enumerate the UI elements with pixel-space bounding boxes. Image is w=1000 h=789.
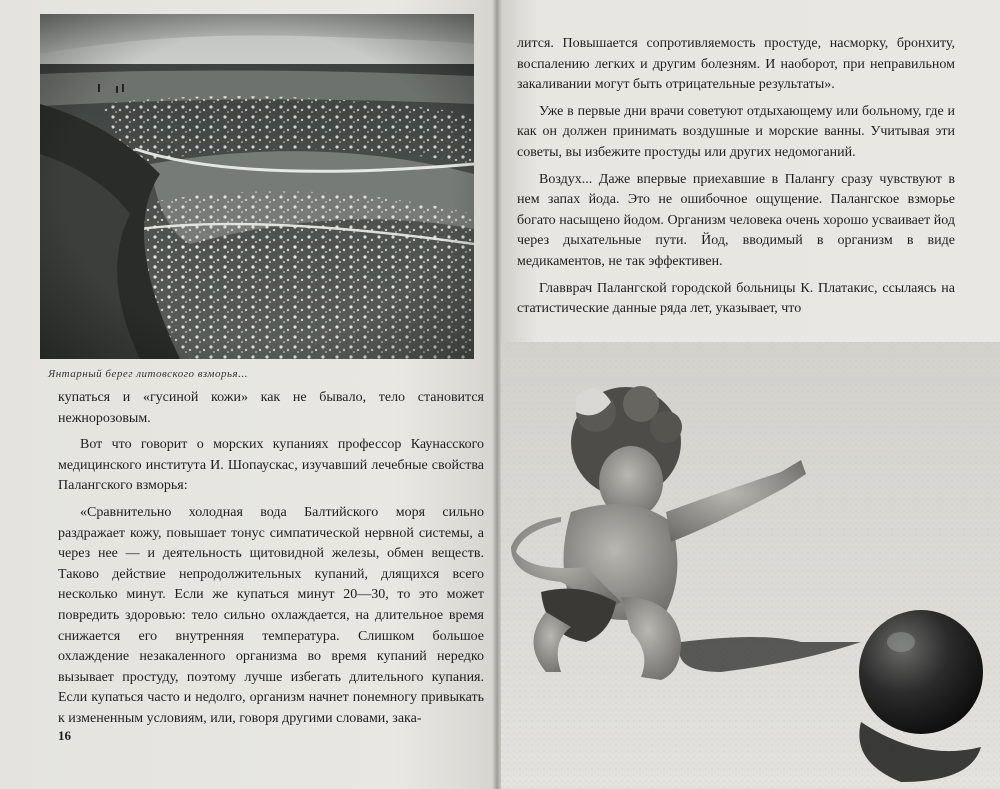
child-with-ball-photo [501, 342, 1000, 789]
right-paragraph-3: Воздух... Даже впервые приехавшие в Палангу сразу чувствуют в нем запах йода. Это не ошибочное ощущение. Палангское взморье богато насыщено йодом. Организм человека очень хорошо усваивает йод через дыхательные пути. Йод, вводимый в организм в виде медикаментов, не так эффективен. [517, 171, 955, 269]
right-paragraph-2: Уже в первые дни врачи советуют отдыхающему или больному, где и как он должен принимать воздушные и морские ванны. Учитывая эти советы, вы избежите простуды или других недомоганий. [517, 103, 955, 160]
left-paragraph-3: «Сравнительно холодная вода Балтийского моря сильно раздражает кожу, повышает тонус симпатической нервной системы, а через нее — и деятельность щитовидной железы, обмен веществ. Таково действие непродолжительных купаний, длящихся всего несколько минут. Если же купаться минут 20—30, то это может повредить здоровью: тело сильно охлаждается, на длительное время снижается его внутренняя температура. Слишком большое охлаждение незакаленного организма во время купаний нередко вызывает простуду, поэтому лучше избегать длительного купания. Если купаться часто и недолго, организм начнет понемногу привыкать к измененным условиям, или, говоря другими словами, зака- [58, 504, 484, 726]
right-paragraph-1: лится. Повышается сопротивляемость простуде, насморку, бронхиту, воспалению легких и другим болезням. И наоборот, при неправильном закаливании могут быть отрицательные результаты». [517, 36, 955, 93]
left-page-text [58, 388, 484, 736]
sea-waves-photo [40, 14, 474, 359]
right-paragraph-4: Главврач Палангской городской больницы К. Платакис, ссылаясь на статистические данные ряда лет, указывает, что [517, 280, 955, 317]
left-paragraph-1: купаться и «гусиной кожи» как не бывало, тело становится нежнорозовым. [58, 390, 484, 426]
page-number: 16 [58, 728, 71, 743]
left-paragraph-2: Вот что говорит о морских купаниях профессор Каунасского медицинского института И. Шопаускас, изучавший лечебные свойства Палангского взморья: [58, 437, 484, 494]
sea-photo-caption: Янтарный берег литовского взморья... [48, 368, 248, 380]
right-page-text [517, 34, 955, 326]
